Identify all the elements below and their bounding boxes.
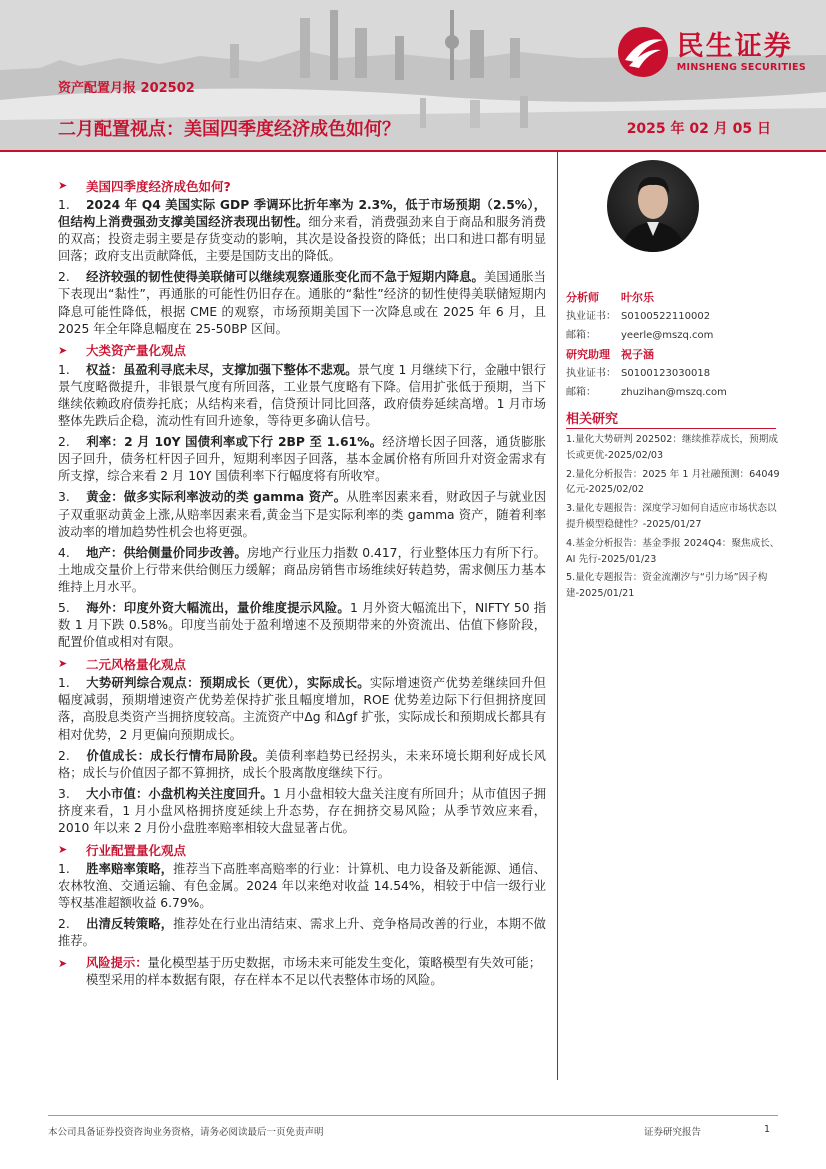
- section-heading: ➤ 大类资产量化观点: [58, 343, 187, 359]
- analyst-cert: S0100123030018: [621, 368, 711, 379]
- footer-report-type: 证券研究报告: [644, 1127, 702, 1138]
- section-heading: ➤ 美国四季度经济成色如何?: [58, 178, 231, 194]
- paragraph: 1. 大势研判综合观点：预期成长（更优），实际成长。实际增速资产优势差继续回升但幅度减弱，预期增速资产优势差保持扩张且幅度增加，ROE 优势差边际下行但拥挤度回落，高股息类资产当拥挤度较高。主流资产中Δg 和Δgf 扩张，实际成长和预期成长都具有相对优势，2 月更偏向预期成长。: [58, 676, 546, 742]
- header-divider: [0, 150, 826, 152]
- brand-name-en: MINSHENG SECURITIES: [676, 61, 806, 73]
- arrow-icon: ➤: [58, 343, 68, 357]
- analyst-photo: [607, 160, 699, 252]
- arrow-icon: ➤: [58, 956, 68, 970]
- paragraph: 5. 海外：印度外资大幅流出，量价维度提示风险。1 月外资大幅流出下，NIFTY 50 指数 1 月下跌 0.58%。印度当前处于盈利增速不及预期带来的外资流出、估值下修阶段，配置价值或相对有限。: [58, 600, 546, 650]
- section-heading: ➤ 二元风格量化观点: [58, 656, 187, 672]
- paragraph: 2. 出清反转策略，推荐处在行业出清结束、需求上升、竞争格局改善的行业，本期不做推荐。: [58, 917, 546, 949]
- report-title: 二月配置视点：美国四季度经济成色如何？: [58, 119, 400, 140]
- related-research-title: 相关研究: [566, 412, 619, 427]
- page-number: 1: [764, 1124, 771, 1135]
- analyst-role: 研究助理: [566, 348, 610, 361]
- paragraph: 1. 权益：虽盈利寻底未尽，支撑加强下整体不悲观。景气度 1 月继续下行，金融中银行景气度略微提升，非银景气度有所回落，工业景气度略有下降。信用扩张低于预期，当下继续依赖政府债券托底；从结构来看，信贷预计同比回落，政府债券延续高增。1 月市场整体先跌后企稳，流动性有回升迹象，等待更多确认信号。: [58, 362, 546, 429]
- related-item[interactable]: 3.量化专题报告：深度学习如何自适应市场状态以提升模型稳健性？-2025/01/27: [566, 503, 777, 530]
- analyst-name: 叶尔乐: [621, 291, 654, 304]
- risk-warning: [58, 955, 546, 989]
- related-item[interactable]: 4.基金分析报告：基金季报 2024Q4：聚焦成长、AI 先行-2025/01/23: [566, 537, 780, 565]
- related-item[interactable]: 2.量化分析报告：2025 年 1 月社融预测：64049 亿元-2025/02/02: [566, 468, 780, 496]
- paragraph: 3. 黄金：做多实际利率波动的类 gamma 资产。从胜率因素来看，财政因子与就业因子双重驱动黄金上涨,从赔率因素来看,黄金当下是实际利率的类 gamma 资产，随着利率波动率的增加趋势性机会也将更强。: [58, 490, 546, 539]
- paragraph: 2. 利率：2 月 10Y 国债利率或下行 2BP 至 1.61%。经济增长因子回落，通货膨胀因子回升，债务杠杆因子回升，短期利率因子回落，基本金属价格有所回升对资金需求有所支撑，综合来看 2 月 10Y 国债利率下行幅度将有所收窄。: [58, 435, 546, 484]
- arrow-icon: ➤: [58, 657, 68, 671]
- paragraph: 1. 2024 年 Q4 美国实际 GDP 季调环比折年率为 2.3%，低于市场预期（2.5%），但结构上消费强劲支撑美国经济表现出韧性。细分来看，消费强劲来自于商品和服务消费的双高；投资走弱主要是存货变动的影响，其次是设备投资的降低；出口和进口都有明显回落；政府支出贡献降低，主要是国防支出的降低。: [58, 198, 546, 264]
- related-divider: [566, 428, 776, 429]
- person-icon: [607, 160, 699, 252]
- brand: [615, 26, 806, 78]
- related-item[interactable]: 1.量化大势研判 202502：继续推荐成长，预期成长或更优-2025/02/03: [566, 434, 778, 461]
- footer-divider: [48, 1115, 778, 1116]
- report-type: 资产配置月报 202502: [58, 81, 195, 96]
- arrow-icon: ➤: [58, 843, 68, 857]
- arrow-icon: ➤: [58, 179, 68, 192]
- analyst-name: 祝子涵: [621, 348, 654, 361]
- paragraph: 1. 胜率赔率策略，推荐当下高胜率高赔率的行业：计算机、电力设备及新能源、通信、农林牧渔、交通运输、有色金属。2024 年以来绝对收益 14.54%，相较于中信一级行业等权基准超额收益 6.79%。: [58, 862, 546, 911]
- analyst-role: 分析师: [566, 291, 599, 304]
- report-date: 2025 年 02 月 05 日: [626, 121, 771, 137]
- paragraph: 4. 地产：供给侧量价同步改善。房地产行业压力指数 0.417，行业整体压力有所下行。土地成交量价上行带来供给侧压力缓解；商品房销售市场维续好转趋势，需求侧压力基本维持上月水平。: [58, 545, 546, 594]
- brand-name: 民生证券: [676, 30, 793, 62]
- footer-disclaimer: 本公司具备证券投资咨询业务资格，请务必阅读最后一页免责声明: [48, 1127, 324, 1138]
- related-item[interactable]: 5.量化专题报告：资金流潮汐与“引力场”因子构建-2025/01/21: [566, 572, 768, 600]
- column-divider: [557, 152, 558, 1080]
- analyst-email[interactable]: zhuzihan@mszq.com: [621, 387, 727, 398]
- related-research-list: [566, 432, 780, 605]
- risk-text: 量化模型基于历史数据，市场未来可能发生变化，策略模型有失效可能；模型采用的样本数据有限，存在样本不足以代表整体市场的风险。: [86, 955, 542, 987]
- analyst-cert: S0100522110002: [621, 311, 711, 322]
- analyst-email[interactable]: yeerle@mszq.com: [621, 330, 714, 341]
- risk-label: 风险提示：: [86, 955, 148, 970]
- main-content: [58, 177, 546, 989]
- section-heading: ➤ 行业配置量化观点: [58, 842, 187, 858]
- paragraph: 2. 经济较强的韧性使得美联储可以继续观察通胀变化而不急于短期内降息。美国通胀当下表现出“黏性”，再通胀的可能性仍旧存在。通胀的“黏性”经济的韧性使得美联储短期内降息可能性降低，根据 CME 的观察，市场预期美国下一次降息或在 2025 年 6 月，且 2025 年全年降息幅度在 25-50BP 区间。: [58, 270, 546, 336]
- paragraph: 2. 价值成长：成长行情布局阶段。美债利率趋势已经拐头，未来环境长期利好成长风格；成长与价值因子都不算拥挤，成长个股离散度继续下行。: [58, 748, 546, 780]
- analyst-info: 分析师 叶尔乐 执业证书： S0100522110002 邮箱： yeerle@mszq.com 研究助理 祝子涵 执业证书： S0100123030018 邮箱： zhuzihan@mszq.com: [566, 288, 786, 402]
- paragraph: 3. 大小市值：小盘机构关注度回升。1 月小盘相较大盘关注度有所回升；从市值因子拥挤度来看，1 月小盘风格拥挤度延续上升态势，存在拥挤交易风险；从季节效应来看，2010 年以来 2 月份小盘胜率赔率相较大盘显著占优。: [58, 786, 546, 835]
- minsheng-logo-icon: [615, 26, 671, 78]
- header-banner: [0, 0, 826, 152]
